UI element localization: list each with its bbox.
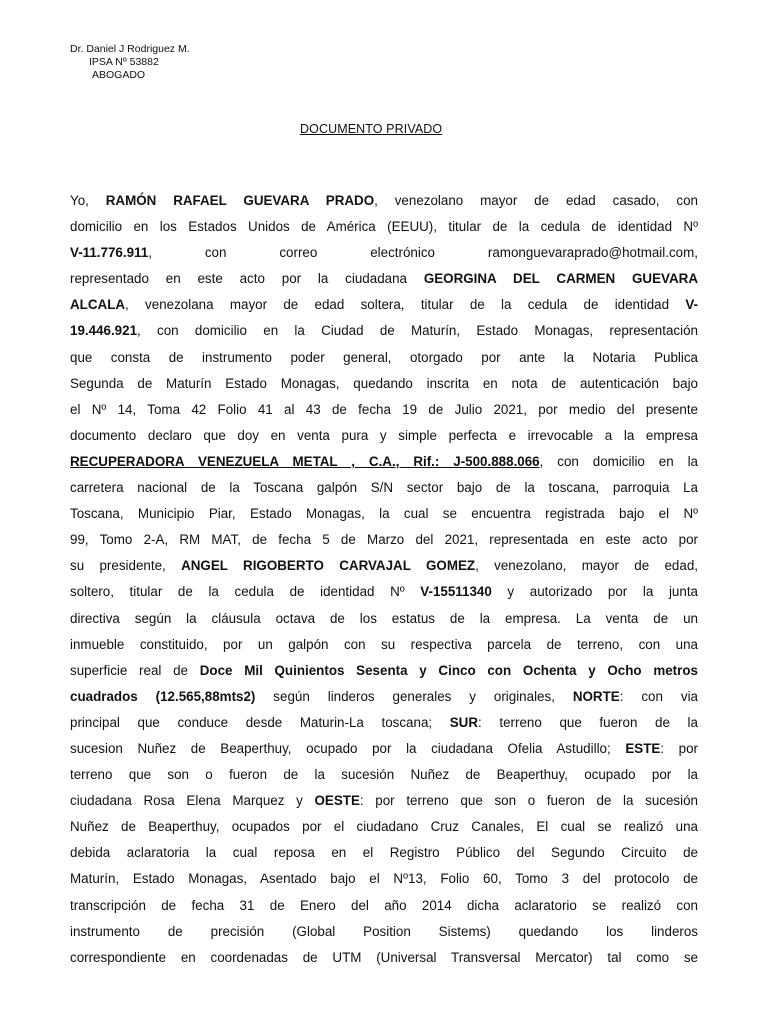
- body-text-bold: V-: [685, 297, 698, 313]
- body-text-segment: ciudadana Rosa Elena Marquez y: [70, 793, 315, 809]
- body-line: [70, 736, 698, 762]
- body-text-bold: ESTE: [625, 740, 661, 756]
- body-text-segment: : por: [660, 740, 698, 756]
- body-line: [70, 475, 698, 501]
- body-line: [70, 866, 698, 892]
- body-text-segment: Nuñez de Beaperthuy, ocupados por el ciudadano Cruz Canales, El cual se realizó una: [70, 819, 698, 835]
- lawyer-name: Dr. Daniel J Rodriguez M.: [70, 43, 190, 55]
- body-line: [70, 553, 698, 579]
- body-line: [70, 893, 698, 919]
- body-text-segment: Segunda de Maturín Estado Monagas, quedando inscrita en nota de autenticación bajo: [70, 375, 698, 391]
- body-text-segment: sucesion Nuñez de Beaperthuy, ocupado por la ciudadana Ofelia Astudillo;: [70, 740, 626, 756]
- body-line: [70, 579, 698, 605]
- body-line: [70, 684, 698, 710]
- body-text-segment: terreno que son o fueron de la sucesión Nuñez de Beaperthuy, ocupado por la: [70, 767, 698, 783]
- body-line: [70, 240, 698, 266]
- body-text-segment: carretera nacional de la Toscana galpón S/N sector bajo de la toscana, parroquia La: [70, 480, 698, 496]
- body-line: [70, 840, 698, 866]
- document-title: DOCUMENTO PRIVADO: [300, 122, 443, 136]
- body-text-segment: Maturín, Estado Monagas, Asentado bajo el Nº13, Folio 60, Tomo 3 del protocolo de: [70, 871, 698, 887]
- body-text-bold: GEORGINA DEL CARMEN GUEVARA: [423, 271, 698, 287]
- body-text-segment: 99, Tomo 2-A, RM MAT, de fecha 5 de Marzo del 2021, representada en este acto por: [70, 532, 698, 548]
- body-text-segment: que consta de instrumento poder general, otorgado por ante la Notaria Publica: [70, 349, 698, 365]
- body-text-segment: su presidente,: [70, 558, 182, 574]
- body-text-bold: RAMÓN RAFAEL GUEVARA PRADO: [105, 193, 375, 208]
- body-text-bold: V-15511340: [420, 584, 492, 600]
- body-line: [70, 501, 698, 527]
- body-text-segment: : terreno que fueron de la: [478, 714, 698, 730]
- body-line: [70, 371, 698, 397]
- body-text-segment: , venezolano mayor de edad casado, con: [374, 193, 698, 208]
- body-line: [70, 710, 698, 736]
- body-text-bold: V-11.776.911: [70, 245, 149, 261]
- body-text-segment: el Nº 14, Toma 42 Folio 41 al 43 de fecha 19 de Julio 2021, por medio del presente: [70, 401, 698, 417]
- body-text-bold: Doce Mil Quinientos Sesenta y Cinco con Ochenta y Ocho metros: [199, 662, 698, 678]
- body-text-segment: , con correo electrónico ramonguevaraprado@hotmail.com,: [148, 245, 698, 261]
- body-text-bold: cuadrados (12.565,88mts2): [70, 688, 256, 704]
- body-line: [70, 606, 698, 632]
- body-line: [70, 788, 698, 814]
- body-line: [70, 423, 698, 449]
- body-text-segment: , venezolano, mayor de edad,: [475, 558, 698, 574]
- lawyer-ipsa-number: IPSA Nº 53882: [89, 56, 159, 68]
- body-text-segment: Yo,: [70, 193, 106, 208]
- body-text-segment: debida aclaratoria la cual reposa en el Registro Público del Segundo Circuito de: [70, 845, 698, 861]
- body-text-segment: transcripción de fecha 31 de Enero del año 2014 dicha aclaratorio se realizó con: [70, 897, 698, 913]
- body-line: [70, 449, 698, 475]
- body-text-segment: documento declaro que doy en venta pura y simple perfecta e irrevocable a la empresa: [70, 427, 698, 443]
- body-text-segment: soltero, titular de la cedula de identidad Nº: [70, 584, 421, 600]
- body-text-segment: , con domicilio en la Ciudad de Maturín, Estado Monagas, representación: [137, 323, 698, 339]
- body-line: [70, 814, 698, 840]
- body-text-segment: y autorizado por la junta: [491, 584, 698, 600]
- body-text-bold: RECUPERADORA VENEZUELA METAL , C.A., Rif.: J-500.888.066: [70, 453, 540, 469]
- body-line: [70, 658, 698, 684]
- body-text-bold: ALCALA: [70, 297, 126, 313]
- body-text-segment: correspondiente en coordenadas de UTM (Universal Transversal Mercator) tal como se: [70, 949, 698, 965]
- body-text-segment: : con via: [619, 688, 698, 704]
- body-text-segment: , venezolana mayor de edad soltera, titular de la cedula de identidad: [125, 297, 686, 313]
- body-text-segment: superficie real de: [70, 662, 200, 678]
- body-text-bold: OESTE: [314, 793, 360, 809]
- body-text-segment: , con domicilio en la: [539, 453, 698, 469]
- body-line: [70, 214, 698, 240]
- lawyer-title: ABOGADO: [92, 69, 146, 81]
- body-text-segment: inmueble constituido, por un galpón con su respectiva parcela de terreno, con una: [70, 636, 698, 652]
- body-text-segment: domicilio en los Estados Unidos de América (EEUU), titular de la cedula de identidad Nº: [70, 219, 698, 235]
- document-body: [70, 188, 698, 971]
- body-line: [70, 527, 698, 553]
- body-line: [70, 292, 698, 318]
- body-text-segment: Toscana, Municipio Piar, Estado Monagas, la cual se encuentra registrada bajo el Nº: [70, 506, 698, 522]
- body-text-segment: principal que conduce desde Maturin-La toscana;: [70, 714, 450, 730]
- body-text-segment: instrumento de precisión (Global Position Sistems) quedando los linderos: [70, 923, 698, 939]
- letterhead: [70, 43, 190, 82]
- body-line: [70, 632, 698, 658]
- body-text-bold: NORTE: [572, 688, 620, 704]
- body-text-bold: ANGEL RIGOBERTO CARVAJAL GOMEZ: [181, 558, 476, 574]
- body-text-segment: directiva según la cláusula octava de los estatus de la empresa. La venta de un: [70, 610, 698, 626]
- body-text-bold: 19.446.921: [70, 323, 138, 339]
- body-line: [70, 945, 698, 971]
- body-text-segment: : por terreno que son o fueron de la sucesión: [359, 793, 698, 809]
- body-line: [70, 188, 698, 214]
- body-line: [70, 345, 698, 371]
- body-text-bold: SUR: [449, 714, 479, 730]
- body-line: [70, 318, 698, 344]
- body-line: [70, 266, 698, 292]
- body-line: [70, 919, 698, 945]
- body-text-segment: representado en este acto por la ciudadana: [70, 271, 424, 287]
- body-line: [70, 762, 698, 788]
- body-text-segment: según linderos generales y originales,: [255, 688, 573, 704]
- body-line: [70, 397, 698, 423]
